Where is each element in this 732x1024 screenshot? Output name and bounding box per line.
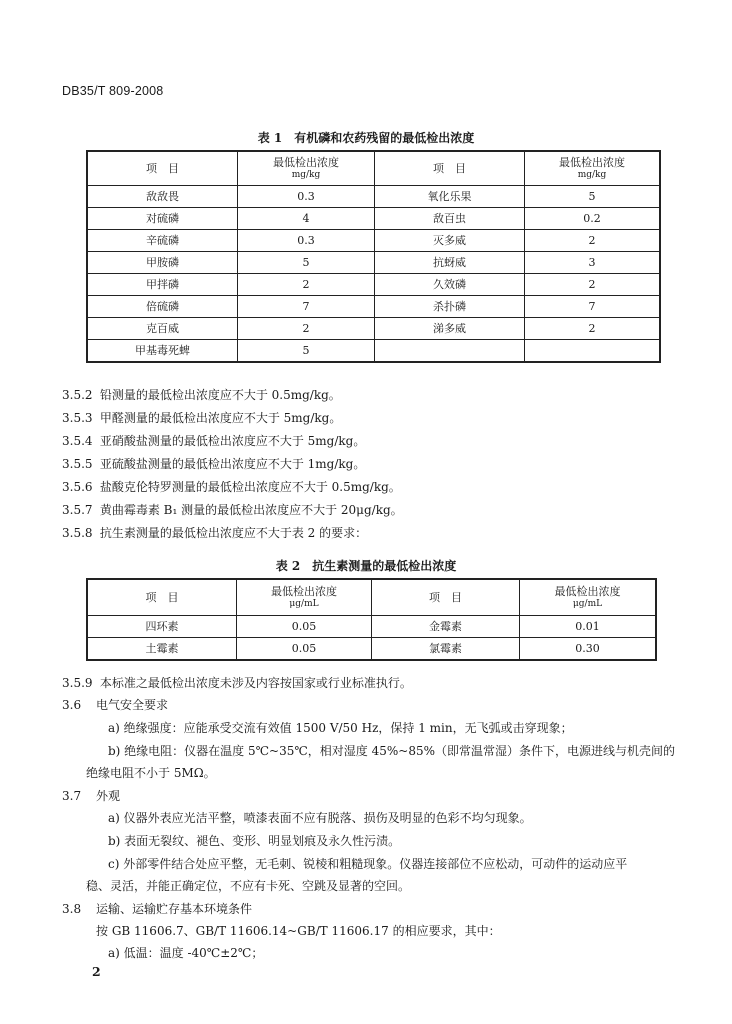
table-row [87,230,660,252]
clause-text: 黄曲霉毒素 B₁ 测量的最低检出浓度应不大于 20μg/kg。 [99,503,403,517]
table1-caption: 表 1 有机磷和农药残留的最低检出浓度 [257,131,475,145]
clause-3-5-8 [62,524,367,542]
clause-3-6-b-line1: b) 绝缘电阻：仪器在温度 5℃~35℃，相对湿度 45%~85%（即常温常湿）条件下，电源进线与机壳间的 [108,744,676,758]
section-title: 电气安全要求 [96,698,169,712]
table-cell: 辛硫磷 [87,230,238,252]
table-row [87,616,656,638]
table2-header-item2: 项 目 [372,579,520,616]
table-cell: 7 [525,296,661,318]
table-cell: 敌敌畏 [87,186,238,208]
table1-header-item: 项 目 [87,151,238,186]
clause-3-5-7 [62,501,403,519]
table-row [87,296,660,318]
table-row [87,638,656,661]
clause-number: 3.5.3 [62,411,93,425]
table1-header-conc [238,151,375,186]
clause-3-8-text: 按 GB 11606.7、GB/T 11606.14~GB/T 11606.17 的相应要求，其中： [96,924,501,938]
clause-number: 3.5.2 [62,388,93,402]
clause-text: 甲醛测量的最低检出浓度应不大于 5mg/kg。 [99,411,342,425]
clause-number: 3.5.7 [62,503,93,517]
clause-3-5-5 [62,455,365,473]
table1-header-conc-label: 最低检出浓度 [273,156,339,169]
table-cell: 久效磷 [375,274,525,296]
table1-header-row [87,151,660,186]
clause-text: 铅测量的最低检出浓度应不大于 0.5mg/kg。 [99,388,341,402]
table-cell: 0.3 [238,230,375,252]
clause-3-7-c-line2: 稳、灵活，并能正确定位，不应有卡死、空跳及显著的空回。 [86,879,411,893]
table1-header-conc2-label: 最低检出浓度 [559,156,625,169]
clause-text: 本标准之最低检出浓度未涉及内容按国家或行业标准执行。 [99,676,412,690]
table-cell: 涕多威 [375,318,525,340]
section-3-7-heading [62,787,120,805]
clause-text: 亚硫酸盐测量的最低检出浓度应不大于 1mg/kg。 [99,457,366,471]
clause-text: 盐酸克伦特罗测量的最低检出浓度应不大于 0.5mg/kg。 [99,480,401,494]
clause-3-8-a: a) 低温：温度 -40℃±2℃； [108,946,264,960]
table2-header-conc2 [520,579,657,616]
clause-text: 亚硝酸盐测量的最低检出浓度应不大于 5mg/kg。 [99,434,366,448]
table-cell: 敌百虫 [375,208,525,230]
clause-number: 3.5.6 [62,480,93,494]
table2-header-item: 项 目 [87,579,237,616]
table-cell: 5 [238,340,375,363]
clause-3-5-3 [62,409,341,427]
table-row [87,274,660,296]
table2-header-row [87,579,656,616]
table-cell [525,340,661,363]
table-cell: 甲基毒死蜱 [87,340,238,363]
table-cell: 4 [238,208,375,230]
clause-3-5-2 [62,386,341,404]
table2-header-conc2-label: 最低检出浓度 [554,585,621,598]
section-title: 外观 [96,789,121,803]
clause-number: 3.5.8 [62,526,93,540]
table-cell: 氯霉素 [372,638,520,661]
table-cell: 抗蚜威 [375,252,525,274]
table2-header-unit2: μg/mL [572,599,603,609]
table1-header-unit2: mg/kg [577,170,607,180]
section-number: 3.7 [62,789,82,803]
section-3-8-heading [62,900,252,918]
table2 [86,578,657,661]
table-cell: 四环素 [87,616,237,638]
table-cell: 2 [238,318,375,340]
table-cell: 0.05 [237,638,372,661]
section-title: 运输、运输贮存基本环境条件 [96,902,253,916]
table2-header-conc-label: 最低检出浓度 [271,585,337,598]
table-cell: 2 [525,274,661,296]
table-cell: 2 [525,318,661,340]
clause-3-6-a: a) 绝缘强度：应能承受交流有效值 1500 V/50 Hz，保持 1 min，无飞弧或击穿现象； [108,721,573,735]
table2-caption: 表 2 抗生素测量的最低检出浓度 [275,559,457,573]
clause-number: 3.5.9 [62,676,93,690]
table-cell: 氧化乐果 [375,186,525,208]
table-row [87,252,660,274]
table-cell: 0.3 [238,186,375,208]
table2-header-unit: μg/mL [289,599,319,609]
table-row [87,208,660,230]
table-cell: 金霉素 [372,616,520,638]
table1 [86,150,661,363]
clause-3-5-6 [62,478,401,496]
table-cell: 5 [238,252,375,274]
clause-3-5-4 [62,432,365,450]
table-row [87,318,660,340]
table-cell: 5 [525,186,661,208]
clause-3-6-b-line2: 绝缘电阻不小于 5MΩ。 [86,766,216,780]
clause-3-5-9 [62,674,412,692]
table-cell: 0.01 [520,616,657,638]
clause-3-7-a: a) 仪器外表应光洁平整，喷漆表面不应有脱落、损伤及明显的色彩不均匀现象。 [108,811,532,825]
table2-header-conc [237,579,372,616]
table1-header-unit: mg/kg [291,170,321,180]
page-number: 2 [92,964,101,979]
table-cell: 克百威 [87,318,238,340]
table-cell: 0.30 [520,638,657,661]
table1-header-conc2 [525,151,661,186]
table-cell: 倍硫磷 [87,296,238,318]
clause-number: 3.5.5 [62,457,93,471]
table1-header-item2: 项 目 [375,151,525,186]
clause-3-7-c-line1: c) 外部零件结合处应平整，无毛刺、锐棱和粗糙现象。仪器连接部位不应松动，可动件的运动应平 [108,857,628,871]
section-3-6-heading [62,696,168,714]
table-row [87,186,660,208]
clause-text: 抗生素测量的最低检出浓度应不大于表 2 的要求： [99,526,368,540]
table-cell: 2 [238,274,375,296]
table-cell [375,340,525,363]
table-cell: 3 [525,252,661,274]
standard-code: DB35/T 809-2008 [62,84,164,98]
table-row [87,340,660,363]
table-cell: 0.2 [525,208,661,230]
clause-number: 3.5.4 [62,434,93,448]
section-number: 3.6 [62,698,82,712]
table-cell: 2 [525,230,661,252]
section-number: 3.8 [62,902,82,916]
table-cell: 土霉素 [87,638,237,661]
table-cell: 7 [238,296,375,318]
table-cell: 灭多威 [375,230,525,252]
table-cell: 对硫磷 [87,208,238,230]
table-cell: 0.05 [237,616,372,638]
clause-3-7-b: b) 表面无裂纹、褪色、变形、明显划痕及永久性污渍。 [108,834,401,848]
table-cell: 甲胺磷 [87,252,238,274]
table-cell: 甲拌磷 [87,274,238,296]
table-cell: 杀扑磷 [375,296,525,318]
